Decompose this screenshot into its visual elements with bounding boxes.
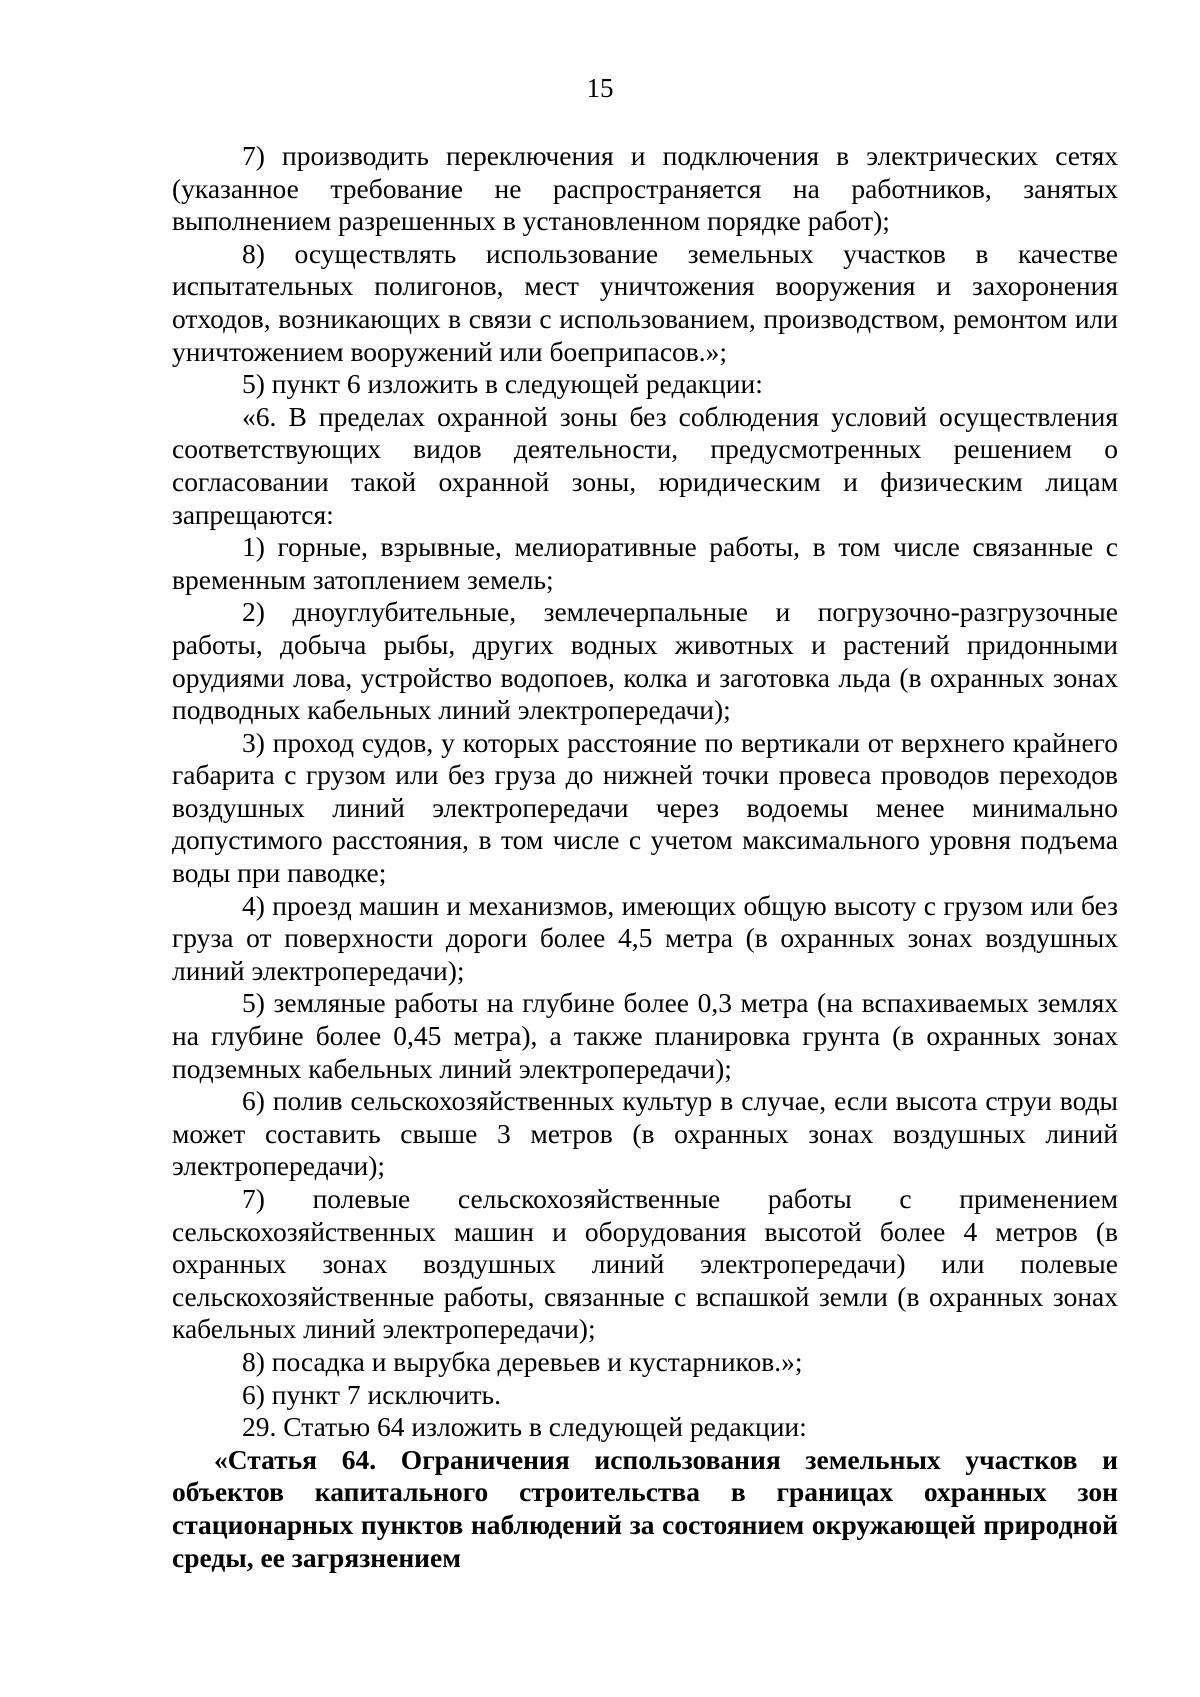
paragraph-item-7-field-work: 7) полевые сельскохозяйственные работы с применением сельскохозяйственных машин и оборудования высотой более 4 метров (в охранных зонах воздушных линий электропередачи) или полевые сельскохозяйственные работы, связанные с вспашкой земли (в охранных зонах кабельных линий электропередачи); [172,1183,1118,1345]
document-body [172,140,1118,1574]
paragraph-item-7-switching: 7) производить переключения и подключения в электрических сетях (указанное требование не распространяется на работников, занятых выполнением разрешенных в установленном порядке работ); [172,140,1118,237]
paragraph-item-4-vehicles: 4) проезд машин и механизмов, имеющих общую высоту с грузом или без груза от поверхности дороги более 4,5 метра (в охранных зонах воздушных линий электропередачи); [172,889,1118,986]
paragraph-item-6-irrigation: 6) полив сельскохозяйственных культур в случае, если высота струи воды может составить свыше 3 метров (в охранных зонах воздушных линий электропередачи); [172,1085,1118,1182]
paragraph-article-29: 29. Статью 64 изложить в следующей редакции: [242,1411,807,1443]
paragraph-item-1-mining: 1) горные, взрывные, мелиоративные работы, в том числе связанные с временным затоплением земель; [172,531,1118,595]
paragraph-item-3-vessels: 3) проход судов, у которых расстояние по вертикали от верхнего крайнего габарита с грузом или без груза до нижней точки провеса проводов переходов воздушных линий электропередачи через водоемы менее минимально допустимого расстояния, в том числе с учетом максимального уровня подъема воды при паводке; [172,726,1118,889]
paragraph-item-2-dredging: 2) дноуглубительные, землечерпальные и погрузочно-разгрузочные работы, добыча рыбы, других водных животных и растений придонными орудиями лова, устройство водопоев, колка и заготовка льда (в охранных зонах подводных кабельных линий электропередачи); [172,596,1118,726]
page-number: 15 [586,73,614,103]
paragraph-point-6-exclude: 6) пункт 7 исключить. [242,1378,501,1410]
paragraph-item-8-trees: 8) посадка и вырубка деревьев и кустарников.»; [242,1345,803,1377]
paragraph-item-8-land-use: 8) осуществлять использование земельных участков в качестве испытательных полигонов, мест уничтожения вооружения и захоронения отходов, возникающих в связи с использованием, производством, ремонтом или уничтожением вооружений или боеприпасов.»; [172,237,1118,367]
article-64-heading: «Статья 64. Ограничения использования земельных участков и объектов капитального строительства в границах охранных зон стационарных пунктов наблюдений за состоянием окружающей природной среды, ее загрязнением [172,1443,1118,1573]
paragraph-item-5-earthworks: 5) земляные работы на глубине более 0,3 метра (на вспахиваемых землях на глубине более 0,45 метра), а также планировка грунта (в охранных зонах подземных кабельных линий электропередачи); [172,987,1118,1084]
paragraph-point-5-amendment: 5) пункт 6 изложить в следующей редакции: [242,368,763,400]
paragraph-clause-6-intro: «6. В пределах охранной зоны без соблюдения условий осуществления соответствующих видов деятельности, предусмотренных решением о согласовании такой охранной зоны, юридическим и физическим лицам запрещаются: [172,400,1118,530]
